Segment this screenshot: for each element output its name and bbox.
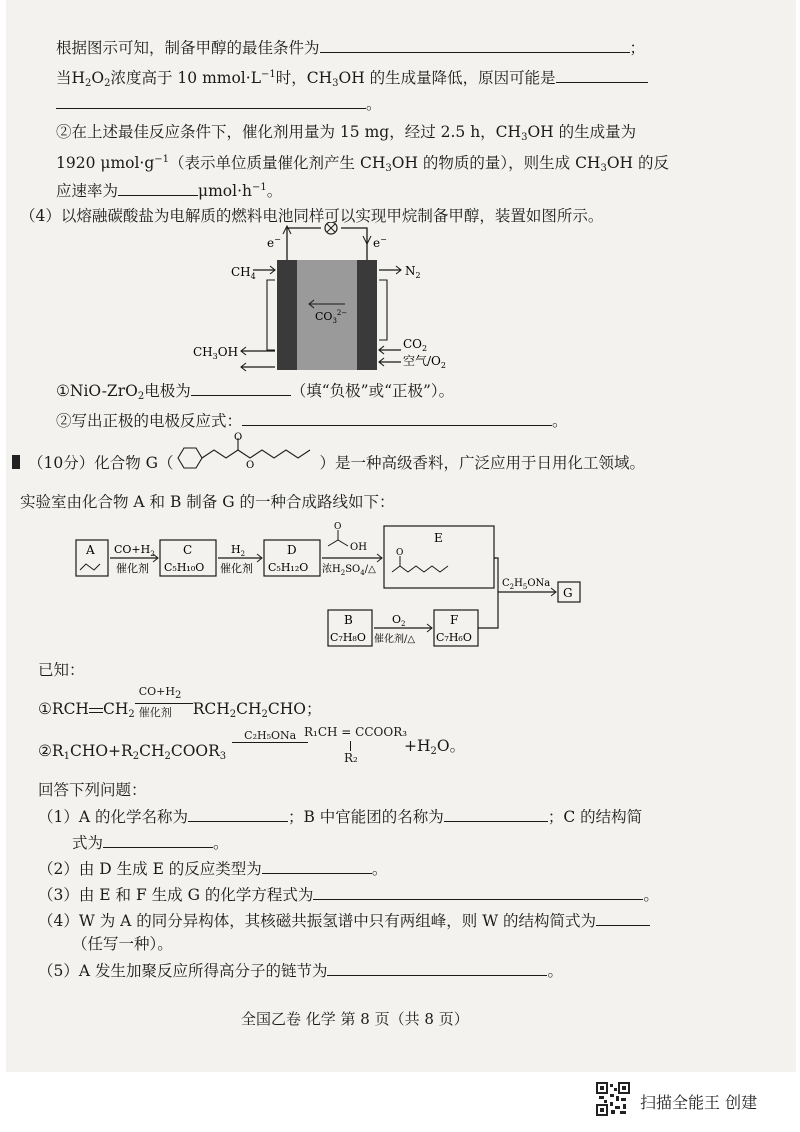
answer-1-cont (72, 832, 229, 853)
q4-text: （填“负极”或“正极”）。 (290, 382, 455, 400)
chain (202, 450, 238, 458)
answer-blank[interactable] (242, 410, 552, 426)
known-text: RCH (192, 700, 230, 718)
electrode-right (357, 260, 377, 370)
answer-text: 式为 (72, 834, 104, 852)
answer-blank[interactable] (188, 806, 288, 822)
sub-3: 3 (219, 751, 227, 762)
acid-o: O (334, 522, 342, 532)
known-text: CH (139, 742, 165, 760)
answer-text: 。 (643, 886, 659, 904)
answer-5 (38, 960, 563, 981)
q3-text: μmol·h (198, 182, 252, 200)
known2-cat-label: C₂H₅ONa (244, 729, 297, 742)
known1-bottom-label: 催化剂 (138, 706, 172, 719)
question-number-mark (12, 455, 20, 469)
answer-blank[interactable] (556, 67, 648, 83)
answer-text: 。 (371, 860, 388, 878)
known-text: CH (236, 700, 262, 718)
q4-text: ②写出正极的电极反应式： (56, 412, 243, 430)
q3-line1 (56, 37, 645, 58)
answer-blank[interactable] (320, 37, 630, 53)
sub-2: 2 (128, 709, 135, 720)
q3-line3 (56, 93, 382, 114)
answer-text: （1）A 的化学名称为 (38, 808, 188, 826)
reagent-cat-heat: 催化剂/△ (374, 634, 416, 645)
q3-text: 。 (266, 182, 283, 200)
answer-text: （2）由 D 生成 E 的反应类型为 (38, 860, 262, 878)
electron-right-label: e− (373, 235, 387, 250)
sub-2: 2 (430, 746, 437, 757)
reagent-o2: $O_2$ (392, 613, 406, 628)
sub-3: 3 (600, 163, 607, 174)
reagent-naoet: $C_2H_5ONa$ (502, 578, 551, 591)
known-1 (38, 685, 322, 725)
q4-intro: （4）以熔融碳酸盐为电解质的燃料电池同样可以实现甲烷制备甲醇，装置如图所示。 (20, 207, 604, 225)
formula-C: C₅H₁₀O (164, 561, 205, 574)
known-text: COOR (170, 742, 220, 760)
exam-page (6, 0, 796, 1072)
answer-blank[interactable] (313, 884, 643, 900)
sub-2: 2 (261, 709, 268, 720)
label-D: D (287, 543, 297, 557)
ch3oh-label: $CH_3OH$ (193, 345, 239, 361)
q3-text: 应速率为 (56, 182, 119, 200)
acetic-acid-structure (328, 540, 348, 546)
scanner-watermark: 扫描全能王 创建 (640, 1093, 758, 1112)
answer-blank[interactable] (56, 93, 366, 109)
label-A: A (86, 543, 95, 557)
sub-3: 3 (332, 78, 339, 89)
synthesis-scheme (66, 520, 586, 650)
known-text: +H (404, 737, 431, 755)
double-bond (89, 708, 103, 713)
route-intro: 实验室由化合物 A 和 B 制备 G 的一种合成路线如下： (20, 493, 395, 511)
label-C: C (183, 543, 193, 557)
answer-blank[interactable] (444, 806, 548, 822)
join-E-F (478, 558, 498, 628)
formula-F: C₇H₆O (436, 631, 472, 644)
known-text: CHO+R (69, 742, 133, 760)
ch4-label: $CH_4$ (231, 265, 256, 281)
left-loop (267, 280, 275, 350)
q3-text: 当H (56, 69, 86, 87)
sub-2: 2 (137, 391, 145, 402)
sub-3: 3 (385, 163, 392, 174)
known-text: ①RCH (38, 700, 89, 718)
qn-text: ）是一种高级香料，广泛应用于日用化工领域。 (319, 454, 646, 472)
answer-blank[interactable] (103, 832, 213, 848)
ester-E-structure (392, 566, 448, 572)
known2-arrow (226, 729, 312, 756)
q3-text: OH 的生成量降低，原因可能是 (338, 69, 556, 87)
known2-r2: R₂ (344, 751, 358, 765)
formula-B: C₇H₈O (330, 631, 366, 644)
benzene-ring (178, 448, 202, 468)
known-text: CH (102, 700, 129, 718)
answer-text: ；B 中官能团的名称为 (287, 808, 444, 826)
reagent-h2so4: 浓$H_2SO_4/\triangle$ (322, 564, 376, 577)
known-2 (38, 729, 312, 767)
answer-title: 回答下列问题： (38, 781, 147, 799)
answer-4 (38, 910, 650, 931)
wire-right (341, 228, 367, 260)
answer-3 (38, 884, 659, 905)
q4-text: 电极为 (144, 382, 191, 400)
q3-text: OH 的生成量为 (527, 123, 637, 141)
qr-code-icon (596, 1082, 630, 1116)
right-loop (379, 280, 387, 340)
answer-4-cont: （任写一种）。 (72, 935, 173, 953)
electrode-left (277, 260, 297, 370)
reagent-h2: $H_2$ (231, 543, 246, 558)
ester-o: O (246, 460, 255, 471)
sup-minus1: −1 (154, 154, 170, 165)
q3-text: （表示单位质量催化剂产生 CH (169, 154, 386, 172)
alkyl-chain (238, 450, 310, 458)
carbonate-label: $CO_3^{2-}$ (315, 309, 348, 325)
q3-text: 时，CH (275, 69, 333, 87)
q4-text: ①NiO-ZrO (56, 382, 138, 400)
sub-1: 1 (63, 751, 70, 762)
q4-text: 。 (552, 412, 568, 430)
fuel-cell-diagram (181, 222, 491, 377)
q3-line1-text: 根据图示可知，制备甲醇的最佳条件为 (56, 39, 320, 57)
sub-2: 2 (132, 751, 140, 762)
known2-product: R₁CH = CCOOR₃ (304, 725, 408, 739)
arrow-line (232, 742, 308, 743)
known2-water (404, 736, 465, 762)
known1-arrow (135, 685, 193, 719)
known-text: CHO； (267, 700, 322, 718)
sub-3: 3 (521, 132, 528, 143)
answer-1 (38, 806, 642, 827)
label-G: G (563, 586, 573, 600)
q4-item2 (56, 410, 568, 431)
q3-text: 。 (366, 95, 382, 113)
sup-minus1: −1 (260, 69, 276, 80)
answer-text: （5）A 发生加聚反应所得高分子的链节为 (38, 962, 328, 980)
ester-o: O (396, 548, 404, 558)
propene-structure (80, 564, 100, 570)
reagent-cat: 催化剂 (116, 562, 149, 575)
acid-oh: OH (350, 542, 367, 553)
q3-text: O (91, 69, 105, 87)
answer-text: （4）W 为 A 的同分异构体，其核磁共振氢谱中只有两组峰，则 W 的结构简式为 (38, 912, 597, 930)
q3-text: OH 的反 (606, 154, 669, 172)
answer-blank[interactable] (327, 960, 547, 976)
n2-label: $N_2$ (405, 264, 421, 280)
answer-2 (38, 858, 387, 879)
label-E: E (434, 531, 443, 545)
answer-text: 。 (547, 962, 563, 980)
q3-text: OH 的物质的量），则生成 CH (391, 154, 601, 172)
sup-minus1: −1 (252, 182, 267, 193)
compound-g-structure (174, 432, 324, 472)
answer-blank[interactable] (262, 858, 372, 874)
q3-p2-line2 (56, 150, 669, 179)
known-text: ②R (38, 742, 64, 760)
sub-2: 2 (164, 751, 171, 762)
electron-left-label: e− (267, 235, 281, 250)
air-label: 空气$/O_2$ (403, 354, 446, 370)
wire-left (287, 228, 321, 260)
answer-text: 。 (213, 834, 229, 852)
known-text: O。 (436, 737, 466, 755)
answer-blank[interactable] (191, 380, 291, 396)
q-next-header (28, 450, 645, 473)
q4-item1 (56, 380, 454, 407)
sub-2: 2 (104, 78, 111, 89)
reagent-co-h2: $CO+H_2$ (114, 543, 155, 558)
page-footer: 全国乙卷 化学 第 8 页（共 8 页） (241, 1010, 469, 1028)
label-B: B (344, 613, 353, 627)
known1-top-label: $CO+H_2$ (138, 685, 182, 701)
q3-p2-line3 (56, 178, 282, 201)
sub-2: 2 (85, 78, 92, 89)
q3-p2-line1 (56, 122, 636, 148)
sub-2: 2 (229, 709, 237, 720)
answer-text: （3）由 E 和 F 生成 G 的化学方程式为 (38, 886, 314, 904)
known-title: 已知： (38, 661, 85, 679)
reagent-cat-2: 催化剂 (220, 562, 253, 575)
formula-D: C₅H₁₂O (268, 561, 309, 574)
q3-text: ②在上述最佳反应条件下，催化剂用量为 15 mg，经过 2.5 h，CH (56, 123, 522, 141)
co2-label: $CO_2$ (403, 337, 428, 353)
label-F: F (450, 613, 459, 627)
q3-text: 浓度高于 10 mmol·L (110, 69, 261, 87)
q3-line1-end: ； (629, 39, 646, 57)
answer-blank[interactable] (596, 910, 650, 926)
answer-text: ；C 的结构简 (547, 808, 643, 826)
q3-line2 (56, 65, 648, 94)
answer-blank[interactable] (118, 180, 198, 196)
carbonyl-o: O (234, 432, 243, 443)
q3-text: 1920 μmol·g (56, 154, 155, 172)
qn-text: （10分）化合物 G（ (28, 454, 174, 472)
